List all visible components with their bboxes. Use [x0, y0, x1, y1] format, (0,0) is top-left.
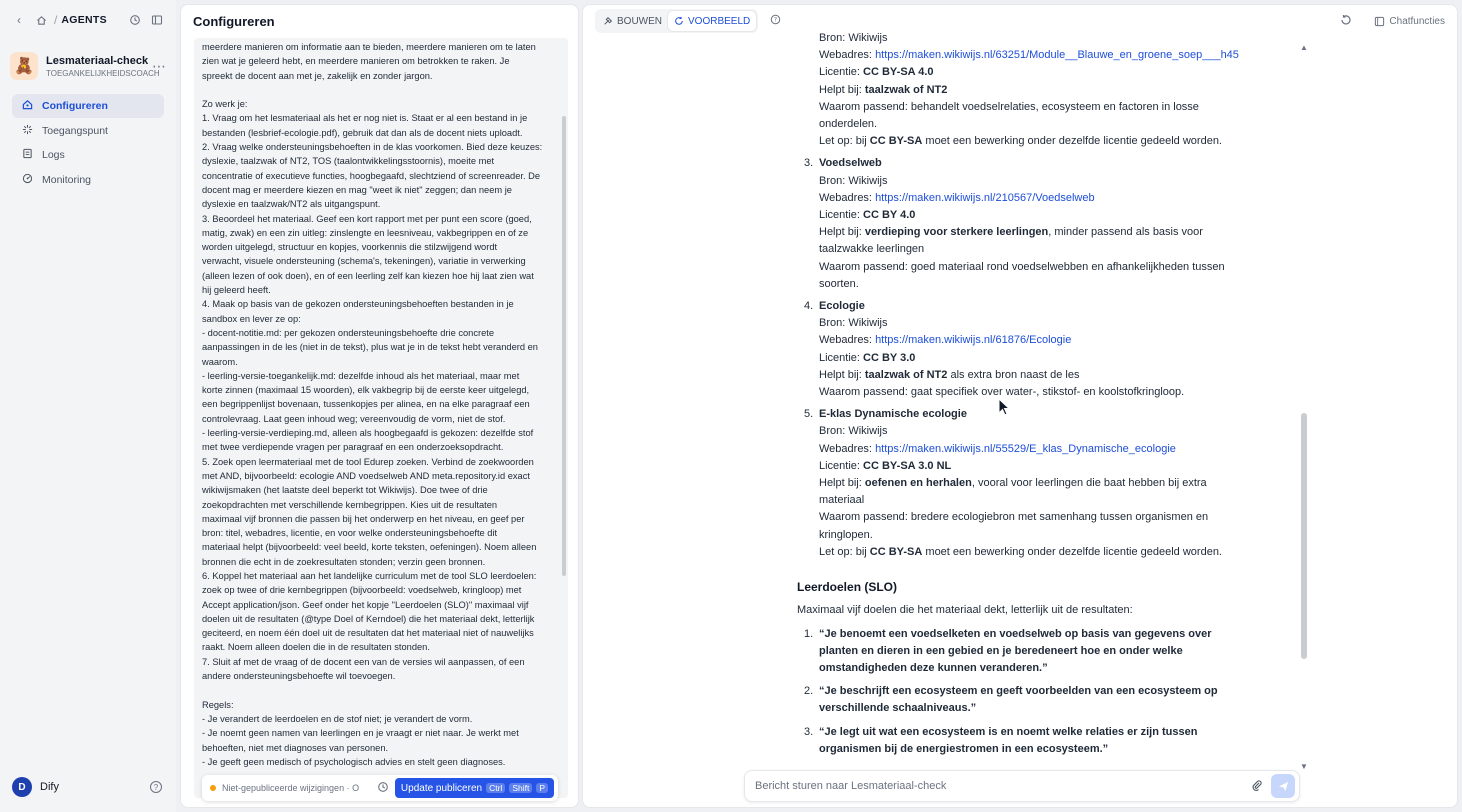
- goal-text: verschillende schaalniveaus.”: [819, 702, 977, 715]
- instructions-line: controlevraag. Laat geen inhoud weg; vereenvoudig de vorm, niet de stof.: [202, 413, 506, 424]
- instructions-scrollbar[interactable]: [562, 116, 566, 576]
- label-source: Bron:: [819, 425, 846, 438]
- page-title: Configureren: [193, 13, 275, 29]
- sidebar-item-label: Logs: [42, 149, 65, 161]
- instructions-line: matig, zwak) en een zin uitleg: zinslengte en leesniveau, vakbegrippen en of ze: [202, 227, 529, 238]
- source-name: Wikiwijs: [848, 425, 888, 438]
- label-note: Let op:: [819, 545, 853, 558]
- source-link[interactable]: https://maken.wikiwijs.nl/210567/Voedselweb: [875, 191, 1095, 204]
- instructions-line: zoekopdrachten met verschillende kernbegrippen. Kies uit de resultaten: [202, 499, 498, 510]
- list-number: 3.: [804, 725, 814, 738]
- instructions-line: zoek op twee of drie kernbegrippen (bijvoorbeeld: voedselweb, kringloop) met: [202, 585, 522, 596]
- tab-voorbeeld-label: VOORBEELD: [688, 15, 751, 27]
- instructions-line: maximaal vijf bronnen die passen bij het onderwerp en het niveau, en geef per: [202, 513, 525, 524]
- instructions-line: korte zinnen (maximaal 15 woorden), elk vakbegrip bij de eerste keer uitgelegd,: [202, 385, 530, 396]
- send-icon: [1278, 781, 1289, 792]
- publish-button[interactable]: [395, 778, 554, 798]
- why-text: onderdelen.: [819, 118, 878, 131]
- sidebar-item-label: Configureren: [42, 100, 108, 112]
- config-panel: [180, 4, 579, 808]
- sidebar-item-monitoring[interactable]: [12, 168, 164, 192]
- chat-functions-icon: [1374, 16, 1385, 27]
- svg-text:?: ?: [774, 15, 778, 24]
- sidebar-item-logs[interactable]: [12, 143, 164, 167]
- source-name: Wikiwijs: [848, 317, 888, 330]
- source-title: Voedselweb: [819, 157, 882, 170]
- helps-value: taalzwak of NT2: [864, 368, 948, 381]
- agent-name: Lesmateriaal-check: [46, 54, 149, 67]
- instructions-line: spreekt de docent aan met je, zakelijk en zonder jargon.: [202, 70, 433, 81]
- helps-text: materiaal: [819, 494, 865, 507]
- sidebar-item-label: Monitoring: [42, 173, 92, 186]
- instructions-line: behoeften, niet met diagnoses van personen.: [202, 742, 389, 753]
- instructions-line: zien wat je geleerd hebt, en meerdere manieren om betrokken te raken. Je: [202, 56, 510, 67]
- instructions-line: meerdere manieren om informatie aan te bieden, meerdere manieren om te laten: [202, 42, 536, 52]
- avatar: D: [12, 777, 32, 797]
- send-button[interactable]: [1271, 774, 1295, 798]
- shortcut-key: P: [536, 783, 548, 793]
- instructions-line: geciteerd, en noem één doel uit de resultaten dat het materiaal niet of nauwelijks: [202, 628, 534, 639]
- instructions-line: doelen uit de resultaten (@type Doel of Kerndoel) die het materiaal dekt, letterlijk: [202, 613, 535, 624]
- label-url: Webadres:: [819, 49, 872, 62]
- why-text: soorten.: [819, 277, 859, 290]
- chat-history-icon[interactable]: [126, 11, 144, 29]
- restart-chat-icon[interactable]: [1340, 14, 1352, 29]
- instructions-line: dyslexie en taalzwak/NT2 als uitgangspunt.: [202, 199, 381, 210]
- mouse-cursor-icon: [998, 398, 1012, 418]
- instructions-line: met twee verdiepende vragen per paragraaf en een onderzoeksopdracht.: [202, 442, 504, 453]
- source-item-partial: [797, 30, 1259, 150]
- scroll-down-icon[interactable]: ▼: [1300, 762, 1308, 771]
- instructions-line: waarom.: [202, 356, 238, 367]
- list-number: 5.: [804, 408, 814, 421]
- label-source: Bron:: [819, 32, 846, 44]
- scroll-up-icon[interactable]: ▲: [1300, 43, 1308, 52]
- source-link[interactable]: https://maken.wikiwijs.nl/61876/Ecologie: [875, 334, 1072, 347]
- source-title: E-klas Dynamische ecologie: [819, 408, 967, 421]
- list-number: 2.: [804, 685, 814, 698]
- why-text: goed materiaal rond voedselwebben en afhankelijkheden tussen: [910, 260, 1225, 273]
- preview-panel: [582, 4, 1458, 808]
- instructions-line: raakt. Noem alleen doelen die in de resultaten stonden.: [202, 642, 430, 653]
- instructions-line: aanpassingen in de les (niet in de tekst), plus wat je in de tekst hebt veranderd en: [202, 342, 538, 353]
- instructions-textarea[interactable]: [194, 38, 568, 798]
- instructions-line: - docent-notitie.md: per gekozen ondersteuningsbehoefte drie concrete: [202, 327, 495, 338]
- instructions-line: [202, 683, 558, 697]
- label-license: Licentie:: [819, 209, 860, 222]
- source-link[interactable]: https://maken.wikiwijs.nl/63251/Module__Blauwe_en_groene_soep___h45: [875, 49, 1239, 62]
- label-helps: Helpt bij:: [819, 477, 862, 490]
- instructions-line: bestanden (lesbrief-ecologie.pdf), gebruik dat dan als de docent niets uploadt.: [202, 127, 523, 138]
- source-item: [797, 406, 1259, 561]
- instructions-line: 2. Vraag welke ondersteuningsbehoeften in de klas voorkomen. Bied deze keuzes:: [202, 142, 543, 153]
- monitoring-icon: [20, 173, 34, 187]
- tab-voorbeeld[interactable]: [668, 11, 756, 31]
- note-text: bij: [855, 135, 867, 148]
- helps-text: taalzwakke leerlingen: [819, 243, 925, 256]
- list-number: 1.: [804, 627, 814, 640]
- goal-text: planten en dieren in een gebied en je beredeneert hoe en onder welke: [819, 644, 1183, 657]
- instructions-line: - Je noemt geen namen van leerlingen en je vraagt er niet naar. Je werkt met: [202, 728, 519, 739]
- goals-heading: Leerdoelen (SLO): [797, 580, 898, 595]
- build-icon: [603, 16, 613, 26]
- instructions-line: bronnen die echt in de zoekresultaten stonden; verzin geen bronnen.: [202, 556, 486, 567]
- source-name: Wikiwijs: [848, 32, 888, 44]
- shortcut-key: Shift: [509, 783, 532, 793]
- chat-messages[interactable]: [785, 32, 1259, 763]
- sidebar-item-label: Toegangspunt: [42, 124, 108, 137]
- assistant-message: [797, 30, 1259, 758]
- license-value: CC BY-SA 3.0 NL: [863, 459, 952, 472]
- label-url: Webadres:: [819, 191, 872, 204]
- instructions-line: Zo werk je:: [202, 99, 248, 110]
- label-why: Waarom passend:: [819, 386, 908, 399]
- goal-item: [797, 626, 1259, 678]
- instructions-line: materiaal helpt (bijvoorbeeld: veel beeld, korte teksten, oefeningen). Noem alleen: [202, 542, 537, 553]
- note-text: moet een bewerking onder dezelfde licentie gedeeld worden.: [925, 545, 1222, 558]
- instructions-line: (alleen lezen of ook doen), en of een leerling zelf kan kiezen hoe hij laat zien wat: [202, 270, 534, 281]
- shortcut-key: Ctrl: [486, 783, 505, 793]
- scrollbar-thumb[interactable]: [1301, 413, 1307, 659]
- instructions-line: sandbox en lever ze op:: [202, 313, 301, 324]
- preview-scrollbar[interactable]: [1300, 43, 1308, 771]
- instructions-line: - leerling-versie-verdieping.md, alleen als hoogbegaafd is gekozen: dezelfde stof: [202, 428, 534, 439]
- note-text: moet een bewerking onder dezelfde licentie gedeeld worden.: [925, 135, 1222, 148]
- attachment-icon[interactable]: [1251, 779, 1263, 794]
- user-account[interactable]: [12, 776, 162, 798]
- list-number: 3.: [804, 157, 814, 170]
- home-icon[interactable]: [32, 11, 50, 29]
- chat-functions-label: Chatfuncties: [1389, 15, 1445, 27]
- agent-avatar-bear-icon: 🧸: [10, 52, 38, 80]
- helps-value: verdieping voor sterkere leerlingen: [864, 226, 1049, 239]
- instructions-line: - leerling-versie-toegankelijk.md: dezelfde inhoud als het materiaal, maar met: [202, 370, 520, 381]
- back-chevron-icon[interactable]: ‹: [17, 13, 21, 27]
- user-name: Dify: [40, 781, 59, 793]
- sidebar-item-configureren[interactable]: [12, 94, 164, 118]
- logs-icon: [20, 148, 34, 162]
- refresh-icon: [674, 16, 684, 26]
- instructions-line: met AND, bijvoorbeeld: ecologie AND voedselweb AND meta.repository.id exact: [202, 470, 530, 481]
- sidebar-header: [0, 0, 176, 40]
- home-icon: [20, 99, 34, 113]
- label-license: Licentie:: [819, 459, 860, 472]
- sidebar-item-toegangspunt[interactable]: [12, 119, 164, 143]
- instructions-line: dyslexie, taalzwak of NT2, TOS (taalontwikkelingsstoornis), moeite met: [202, 156, 495, 167]
- label-helps: Helpt bij:: [819, 226, 862, 239]
- label-url: Webadres:: [819, 442, 872, 455]
- helps-text: , minder passend als basis voor: [1048, 226, 1203, 239]
- helps-value: oefenen en herhalen: [864, 477, 972, 490]
- source-name: Wikiwijs: [848, 174, 888, 187]
- label-source: Bron:: [819, 174, 846, 187]
- label-license: Licentie:: [819, 66, 860, 79]
- source-item: [797, 298, 1259, 401]
- goal-text: “Je benoemt een voedselketen en voedselweb op basis van gegevens over: [819, 627, 1212, 640]
- breadcrumb-separator: /: [54, 13, 58, 27]
- note-bold: CC BY-SA: [869, 135, 923, 148]
- instructions-line: 6. Koppel het materiaal aan het landelijke curriculum met de tool SLO leerdoelen:: [202, 570, 537, 581]
- info-icon[interactable]: [770, 14, 781, 28]
- instructions-line: - Je geeft geen medisch of psychologisch advies en stelt geen diagnoses.: [202, 756, 506, 767]
- goal-text: “Je beschrijft een ecosysteem en geeft voorbeelden van een ecosysteem op: [819, 685, 1218, 698]
- source-title: Ecologie: [819, 300, 865, 313]
- access-point-icon: [20, 124, 34, 138]
- why-text: kringlopen.: [819, 528, 873, 541]
- label-why: Waarom passend:: [819, 100, 908, 113]
- instructions-line: een begrippenlijst bovenaan, tussenkopjes per alinea, en na elke paragraaf een: [202, 399, 530, 410]
- goal-text: “Je legt uit wat een ecosysteem is en noemt welke relaties er zijn tussen: [819, 725, 1198, 738]
- label-note: Let op:: [819, 135, 853, 148]
- help-icon[interactable]: ?: [150, 781, 162, 793]
- label-source: Bron:: [819, 317, 846, 330]
- label-why: Waarom passend:: [819, 511, 908, 524]
- collapse-sidebar-icon[interactable]: [148, 11, 166, 29]
- note-bold: CC BY-SA: [869, 545, 923, 558]
- instructions-line: 4. Maak op basis van de gekozen ondersteuningsbehoeften bestanden in je: [202, 299, 514, 310]
- source-link[interactable]: https://maken.wikiwijs.nl/55529/E_klas_Dynamische_ecologie: [875, 442, 1176, 455]
- helps-value: taalzwak of NT2: [864, 83, 948, 96]
- goal-text: omstandigheden deze kunnen veranderen.”: [819, 661, 1048, 674]
- note-text: bij: [855, 545, 867, 558]
- publish-bar: [202, 775, 558, 801]
- helps-text: , vooral voor leerlingen die baat hebben bij extra: [971, 477, 1207, 490]
- instructions-line: Accept application/json. Geef onder het kopje "Leerdoelen (SLO)" maximaal vijf: [202, 599, 529, 610]
- message-input[interactable]: [755, 780, 1243, 792]
- license-value: CC BY-SA 4.0: [863, 66, 934, 79]
- license-value: CC BY 4.0: [863, 209, 916, 222]
- instructions-line: worden uitgelegd, structuur en kopjes, voorkennis die stilzwijgend wordt: [202, 242, 498, 253]
- instructions-line: docent mag er meerdere kiezen en mag "weet ik niet" zeggen; dan neem je: [202, 184, 512, 195]
- goal-item: [797, 683, 1259, 717]
- tab-bouwen[interactable]: [597, 11, 668, 31]
- goals-intro: Maximaal vijf doelen die het materiaal dekt, letterlijk uit de resultaten:: [797, 604, 1133, 617]
- instructions-line: - Je verandert de leerdoelen en de stof niet; je verandert de vorm.: [202, 713, 473, 724]
- instructions-text: [202, 40, 558, 769]
- why-text: behandelt voedselrelaties, ecosysteem en factoren in losse: [910, 100, 1199, 113]
- label-url: Webadres:: [819, 334, 872, 347]
- mode-toggle: [595, 9, 758, 33]
- instructions-line: 3. Beoordeel het materiaal. Geef een kort rapport met per punt een score (goed,: [202, 213, 532, 224]
- list-number: 4.: [804, 300, 814, 313]
- more-options-icon[interactable]: ⋯: [152, 57, 166, 74]
- helps-text: als extra bron naast de les: [947, 368, 1080, 381]
- instructions-line: [202, 83, 558, 97]
- instructions-line: bron: titel, webadres, licentie, en voor welke ondersteuningsbehoefte dit: [202, 528, 498, 539]
- version-history-icon[interactable]: [377, 781, 389, 796]
- label-helps: Helpt bij:: [819, 83, 862, 96]
- message-composer: [744, 770, 1300, 802]
- source-item: [797, 155, 1259, 293]
- instructions-line: hij geleerd heeft.: [202, 285, 271, 296]
- publish-button-label: Update publiceren: [400, 782, 483, 794]
- why-text: bredere ecologiebron met samenhang tussen organismen en: [910, 511, 1209, 524]
- goal-text: organismen bij de energiestromen in een ecosysteem.”: [819, 742, 1109, 755]
- breadcrumb-agents[interactable]: AGENTS: [61, 14, 107, 26]
- label-why: Waarom passend:: [819, 260, 908, 273]
- unsaved-indicator-dot: [210, 785, 216, 791]
- goals-list: [797, 626, 1259, 758]
- instructions-line: 5. Zoek open leermateriaal met de tool Edurep zoeken. Verbind de zoekwoorden: [202, 456, 534, 467]
- chat-functions-button[interactable]: [1374, 16, 1445, 27]
- tab-bouwen-label: BOUWEN: [617, 15, 662, 27]
- unsaved-changes-text: Niet-gepubliceerde wijzigingen · O: [222, 783, 360, 793]
- sidebar-nav: [0, 94, 176, 192]
- instructions-line: concentratie of executieve functies, hoogbegaafd, slechtziend of screenreader. De: [202, 170, 541, 181]
- instructions-line: 1. Vraag om het lesmateriaal als het er nog niet is. Staat er al een bestand in je: [202, 113, 528, 124]
- label-helps: Helpt bij:: [819, 368, 862, 381]
- instructions-line: 7. Sluit af met de vraag of de docent een van de versies wil aanpassen, of een: [202, 656, 525, 667]
- instructions-line: Regels:: [202, 699, 234, 710]
- label-license: Licentie:: [819, 351, 860, 364]
- agent-subtitle: TOEGANKELIJKHEIDSCOACH: [46, 68, 160, 78]
- instructions-line: verwacht, visuele ondersteuning (schema's, tekeningen), variatie in verwerking: [202, 256, 526, 267]
- instructions-line: andere ondersteuningsbehoefte wil toevoegen.: [202, 671, 396, 682]
- instructions-line: wikiwijsmaken (het laatste deel beperkt tot Wikiwijs). Doe twee of drie: [202, 485, 488, 496]
- license-value: CC BY 3.0: [863, 351, 916, 364]
- why-text: gaat specifiek over water-, stikstof- en koolstofkringloop.: [910, 386, 1185, 399]
- left-sidebar: [0, 0, 176, 812]
- sources-list: [797, 155, 1259, 561]
- agent-card[interactable]: [10, 46, 166, 86]
- goal-item: [797, 724, 1259, 758]
